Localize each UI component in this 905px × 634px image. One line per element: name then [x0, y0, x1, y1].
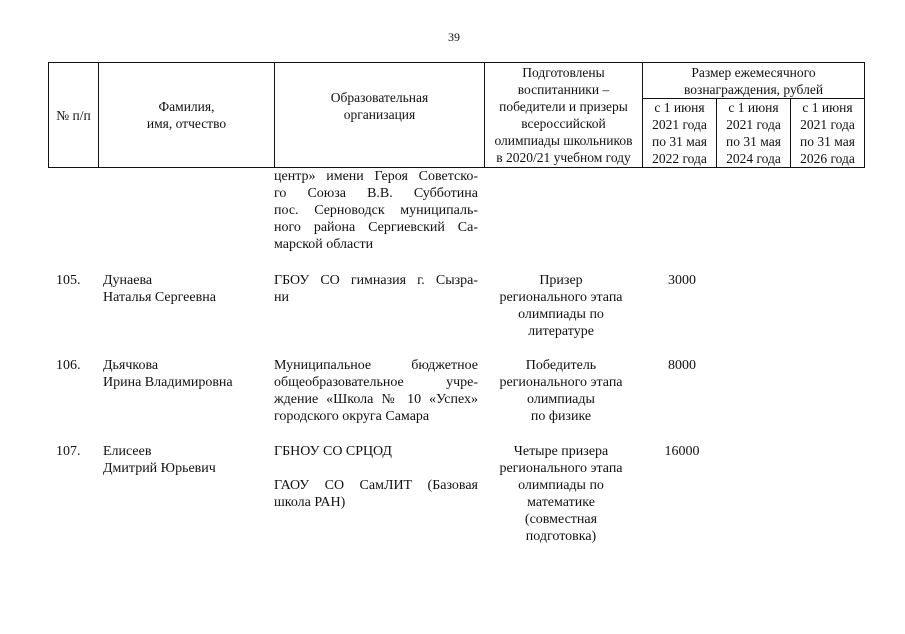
header-reward: Размер ежемесячного вознаграждения, рублей: [643, 63, 865, 99]
row-106-achievement: Победитель регионального этапа олимпиады по физике: [499, 358, 623, 424]
row-105-amount: 3000: [668, 273, 696, 288]
row-105-name: Дунаева Наталья Сергеевна: [103, 273, 216, 305]
row-105-number: 105.: [56, 273, 81, 288]
table-header: [48, 62, 865, 168]
header-period-2024: с 1 июня 2021 года по 31 мая 2024 года: [717, 99, 791, 168]
page-number: 39: [448, 30, 460, 44]
row-107-amount: 16000: [664, 444, 700, 459]
header-achievement: Подготовлены воспитанники – победители и призеры всероссийской олимпиады школьников в 2020/21 учебном году: [485, 63, 643, 168]
header-period-2022: с 1 июня 2021 года по 31 мая 2022 года: [643, 99, 717, 168]
row-106-organization: Муниципальное бюджетное общеобразовательное учре- ждение «Школа № 10 «Успех» городского округа Самара: [274, 358, 478, 424]
header-full-name: Фамилия, имя, отчество: [99, 63, 275, 168]
continuation-organization: центр» имени Героя Советско- го Союза В.В. Субботина пос. Серноводск муниципаль- ного района Сергиевский Са- марской области: [274, 169, 478, 252]
row-106-amount: 8000: [668, 358, 696, 373]
header-period-2026: с 1 июня 2021 года по 31 мая 2026 года: [791, 99, 865, 168]
header-number: № п/п: [49, 63, 99, 168]
row-106-name: Дьячкова Ирина Владимировна: [103, 358, 233, 390]
row-107-name: Елисеев Дмитрий Юрьевич: [103, 444, 216, 476]
row-105-achievement: Призер регионального этапа олимпиады по литературе: [499, 273, 623, 339]
row-107-number: 107.: [56, 444, 81, 459]
row-106-number: 106.: [56, 358, 81, 373]
row-107-achievement: Четыре призера регионального этапа олимпиады по математике (совместная подготовка): [499, 444, 623, 544]
row-105-organization: ГБОУ СО гимназия г. Сызра- ни: [274, 273, 478, 305]
row-107-organization: ГБНОУ СО СРЦОД ГАОУ СО СамЛИТ (Базовая школа РАН): [274, 444, 478, 510]
header-organization: Образовательная организация: [275, 63, 485, 168]
